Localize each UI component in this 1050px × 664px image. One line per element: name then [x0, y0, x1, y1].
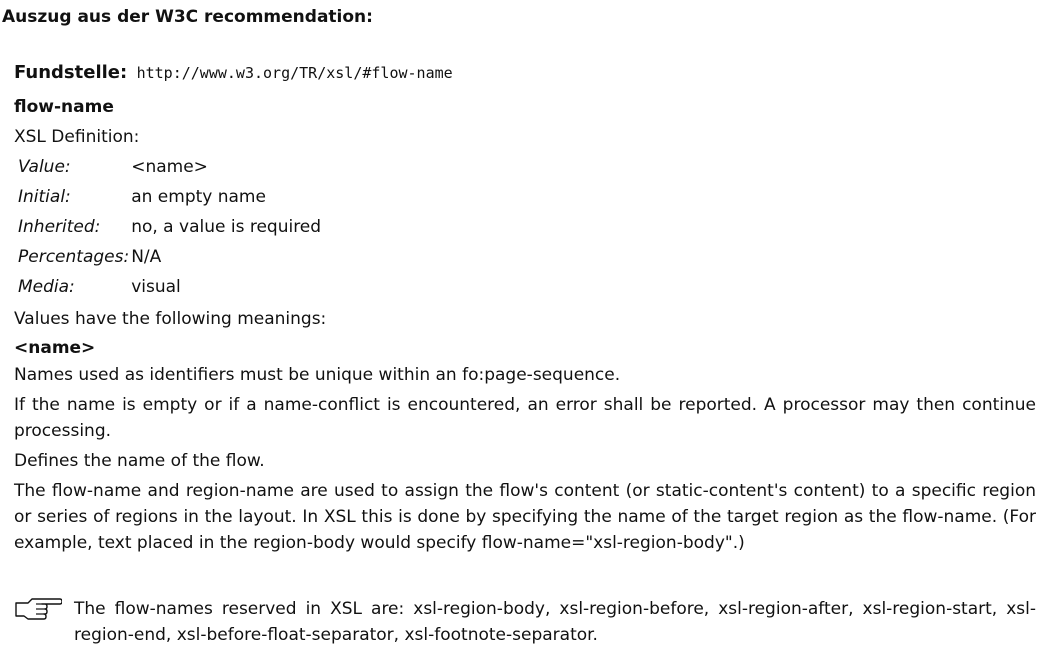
- table-row: [16, 242, 321, 272]
- paragraph: Names used as identifiers must be unique within an fo:page-sequence.: [14, 365, 621, 385]
- table-row: [16, 212, 321, 242]
- pointing-hand-icon: [14, 596, 74, 622]
- excerpt-content: [14, 58, 1036, 560]
- xsl-definition-label: XSL Definition:: [14, 127, 140, 147]
- row-key: Initial:: [18, 187, 71, 207]
- row-value: no, a value is required: [131, 217, 322, 237]
- table-row: [16, 182, 321, 212]
- source-url: http://www.w3.org/TR/xsl/#flow-name: [136, 64, 453, 82]
- row-key: Inherited:: [18, 217, 101, 237]
- row-key: Media:: [18, 277, 75, 297]
- property-name: flow-name: [14, 97, 114, 117]
- value-name: <name>: [14, 338, 96, 358]
- row-value: <name>: [131, 157, 208, 177]
- table-row: [16, 152, 321, 182]
- page-heading: Auszug aus der W3C recommendation:: [2, 7, 373, 27]
- table-row: [16, 272, 321, 302]
- note-text: The flow-names reserved in XSL are: xsl-region-body, xsl-region-before, xsl-region-after, xsl-region-start, xsl-region-end, xsl-before-float-separator, xsl-footnote-separator.: [74, 599, 1036, 645]
- paragraph: If the name is empty or if a name-conflict is encountered, an error shall be reported. A processor may then continue processing.: [14, 395, 1036, 441]
- row-value: an empty name: [131, 187, 266, 207]
- property-table: [16, 152, 321, 302]
- row-key: Value:: [18, 157, 71, 177]
- source-label: Fundstelle:: [14, 62, 128, 83]
- row-value: visual: [131, 277, 181, 297]
- note-block: [14, 596, 1036, 648]
- paragraph: The flow-name and region-name are used to assign the flow's content (or static-content's content) to a specific region or series of regions in the layout. In XSL this is done by specifying the name of the target region as the flow-name. (For example, text placed in the region-body would specify flow-name="xsl-region-body".): [14, 481, 1036, 553]
- values-intro: Values have the following meanings:: [14, 309, 327, 329]
- row-key: Percentages:: [18, 247, 130, 267]
- paragraph: Defines the name of the flow.: [14, 451, 265, 471]
- row-value: N/A: [131, 247, 162, 267]
- source-line: [14, 58, 1036, 88]
